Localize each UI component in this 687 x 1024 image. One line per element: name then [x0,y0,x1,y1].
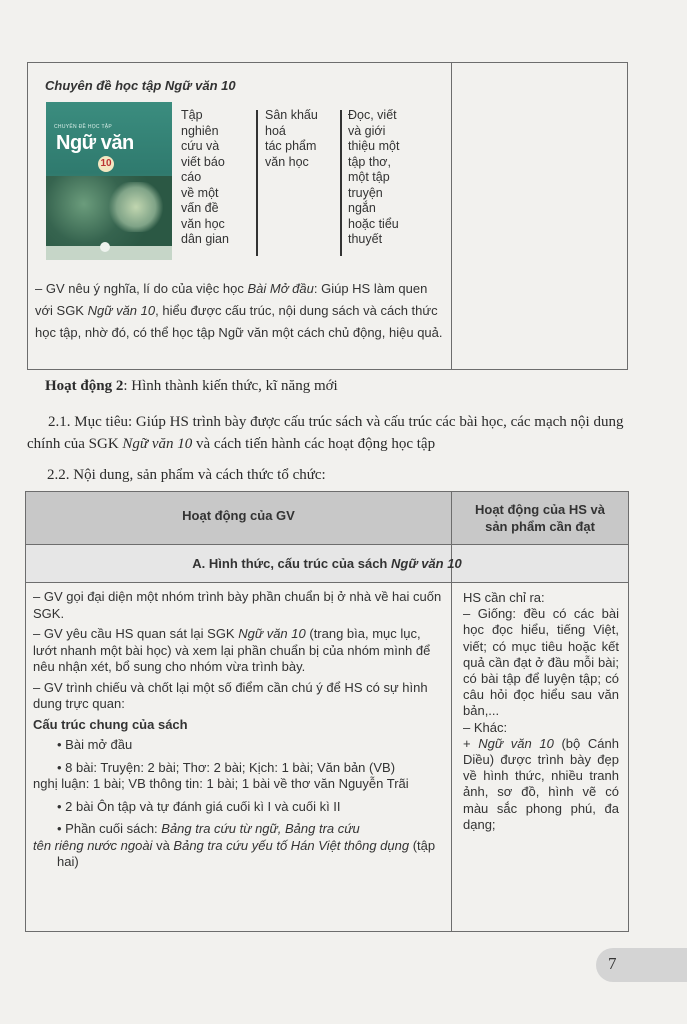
list-item: • Bài mở đầu [57,737,133,752]
header-student-activity: Hoạt động của HS và sản phẩm cần đạt [474,502,606,534]
header-teacher-activity: Hoạt động của GV [182,508,295,523]
topic-column-1: Tập nghiên cứu và viết báo cáo về một vấn đề văn học dân gian [181,108,229,246]
list-item: • Phần cuối sách: Bảng tra cứu từ ngữ, Bảng tra cứu tên riêng nước ngoài và Bảng tra cứu yếu tố Hán Việt thông dụng (tập hai) [33,821,436,869]
content-heading: 2.2. Nội dung, sản phẩm và cách thức tổ chức: [47,467,326,483]
cover-title: Ngữ văn [56,132,134,154]
publisher-logo-icon [100,242,110,252]
page-number: 7 [608,954,617,973]
teacher-activity-cell: – GV gọi đại diện một nhóm trình bày phần chuẩn bị ở nhà về hai cuốn SGK. – GV yêu cầu HS quan sát lại SGK Ngữ văn 10 (trang bìa, mục lục, lướt nhanh một bài học) và xem lại phần chuẩn bị của nhóm mình để nêu nhận xét, bổ sung cho nhóm vừa trình bày. – GV trình chiếu và chốt lại một số điểm cần chú ý để HS có sự hình dung trực quan: Cấu trúc chung của sách • Bài mở đầu • 8 bài: Truyện: 2 bài; Thơ: 2 bài; Kịch: 1 bài; Văn bản (VB) nghị luận: 1 bài; VB thông tin: 1 bài; 1 bài về thơ văn Nguyễn Trãi • 2 bài Ôn tập và tự đánh giá cuối kì I và cuối kì II • Phần cuối sách: Bảng tra cứu từ ngữ, Bảng tra cứu tên riêng nước ngoài và Bảng tra cứu yếu tố Hán Việt thông dụng (tập hai) [33,589,445,877]
list-item: • 8 bài: Truyện: 2 bài; Thơ: 2 bài; Kịch: 1 bài; Văn bản (VB) nghị luận: 1 bài; VB thông tin: 1 bài; 1 bài về thơ văn Nguyễn Trãi [33,759,409,791]
list-item: • 2 bài Ôn tập và tự đánh giá cuối kì I và cuối kì II [57,798,341,814]
cover-series-label: CHUYÊN ĐỀ HỌC TẬP [54,124,113,130]
activity-2-heading: Hoạt động 2: Hình thành kiến thức, kĩ năng mới [45,378,338,394]
column-separator [256,110,258,256]
book-title: Chuyên đề học tập Ngữ văn 10 [45,78,236,93]
table-row-line [25,582,629,583]
student-activity-cell: HS cần chỉ ra: – Giống: đều có các bài học đọc hiểu, tiếng Việt, viết; có mục tiêu hoặc kết quả cần đạt ở đầu mỗi bài; có bài tập để luyện tập; có câu hỏi đọc hiểu sau văn bản,... – Khác: + Ngữ văn 10 (bộ Cánh Diều) được trình bày đẹp về hình thức, nhiều tranh ảnh, sơ đồ, hình vẽ có màu sắc phong phú, đa dạng; [463,590,619,832]
cover-artwork-highlight [106,182,166,232]
teacher-note: – GV nêu ý nghĩa, lí do của việc học Bài Mở đầu: Giúp HS làm quen với SGK Ngữ văn 10, hiểu được cấu trúc, nội dung sách và cách thức học tập, nhờ đó, có thể học tập Ngữ văn một cách chủ động, hiệu quả. [35,281,443,340]
book-cover-image [46,102,172,260]
column-separator [340,110,342,256]
topic-column-3: Đọc, viết và giới thiệu một tập thơ, một tập truyện ngắn hoặc tiểu thuyết [348,108,400,246]
structure-heading: Cấu trúc chung của sách [33,716,188,732]
section-a-title: A. Hình thức, cấu trúc của sách Ngữ văn 10 [192,556,462,571]
topic-column-2: Sân khấu hoá tác phẩm văn học [265,108,318,169]
table-divider [451,62,452,370]
goal-paragraph: 2.1. Mục tiêu: Giúp HS trình bày được cấu trúc sách và cấu trúc các bài học, các mạch nội dung chính của SGK Ngữ văn 10 và cách tiến hành các hoạt động học tập [27,414,624,452]
table-row-line [25,544,629,545]
cover-number: 10 [98,156,114,172]
